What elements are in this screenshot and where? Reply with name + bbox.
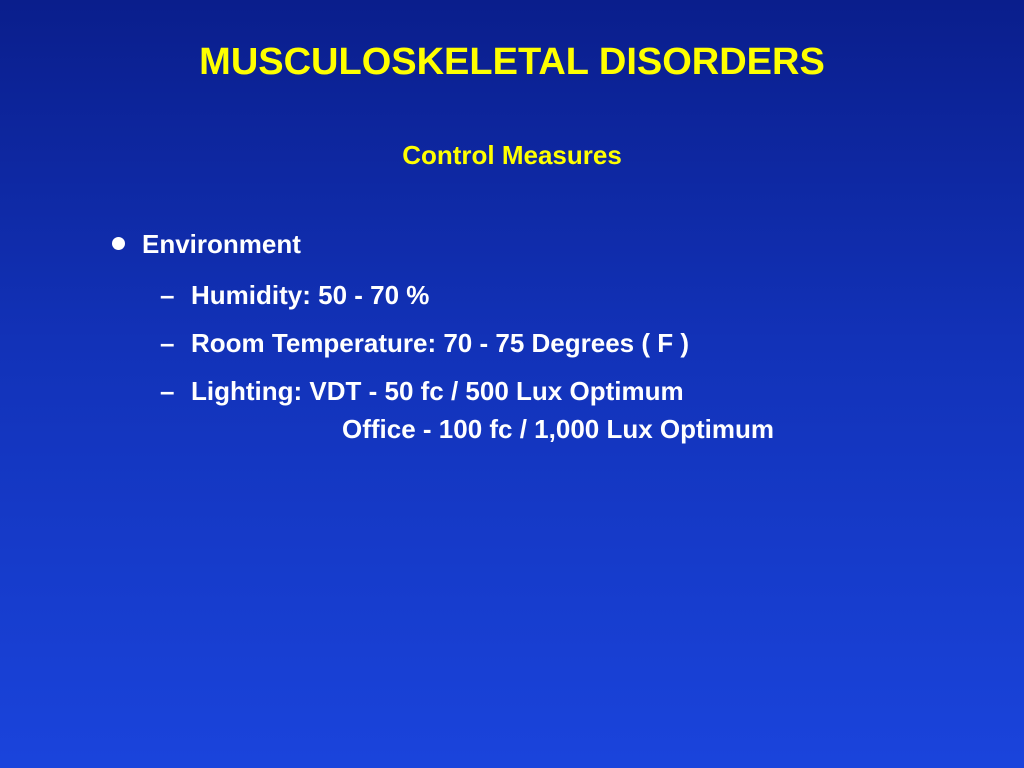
bullet-label: Environment xyxy=(142,229,301,259)
sub-item-lighting-continuation: Office - 100 fc / 1,000 Lux Optimum xyxy=(342,414,775,444)
sub-item-text: Room Temperature: 70 - 75 Degrees ( F ) xyxy=(191,328,689,358)
dash-icon: – xyxy=(160,280,175,310)
bullet-item-environment xyxy=(112,227,301,261)
sub-item-lighting xyxy=(160,374,684,408)
dash-icon: – xyxy=(160,376,175,406)
bullet-dot-icon xyxy=(112,237,125,250)
sub-item-text: Lighting: VDT - 50 fc / 500 Lux Optimum xyxy=(191,376,684,406)
sub-item-text: Humidity: 50 - 70 % xyxy=(191,280,430,310)
slide-title: MUSCULOSKELETAL DISORDERS xyxy=(199,41,825,83)
sub-item-humidity xyxy=(160,278,429,312)
slide-subtitle: Control Measures xyxy=(402,140,622,170)
sub-item-room-temperature xyxy=(160,326,689,360)
dash-icon: – xyxy=(160,328,175,358)
